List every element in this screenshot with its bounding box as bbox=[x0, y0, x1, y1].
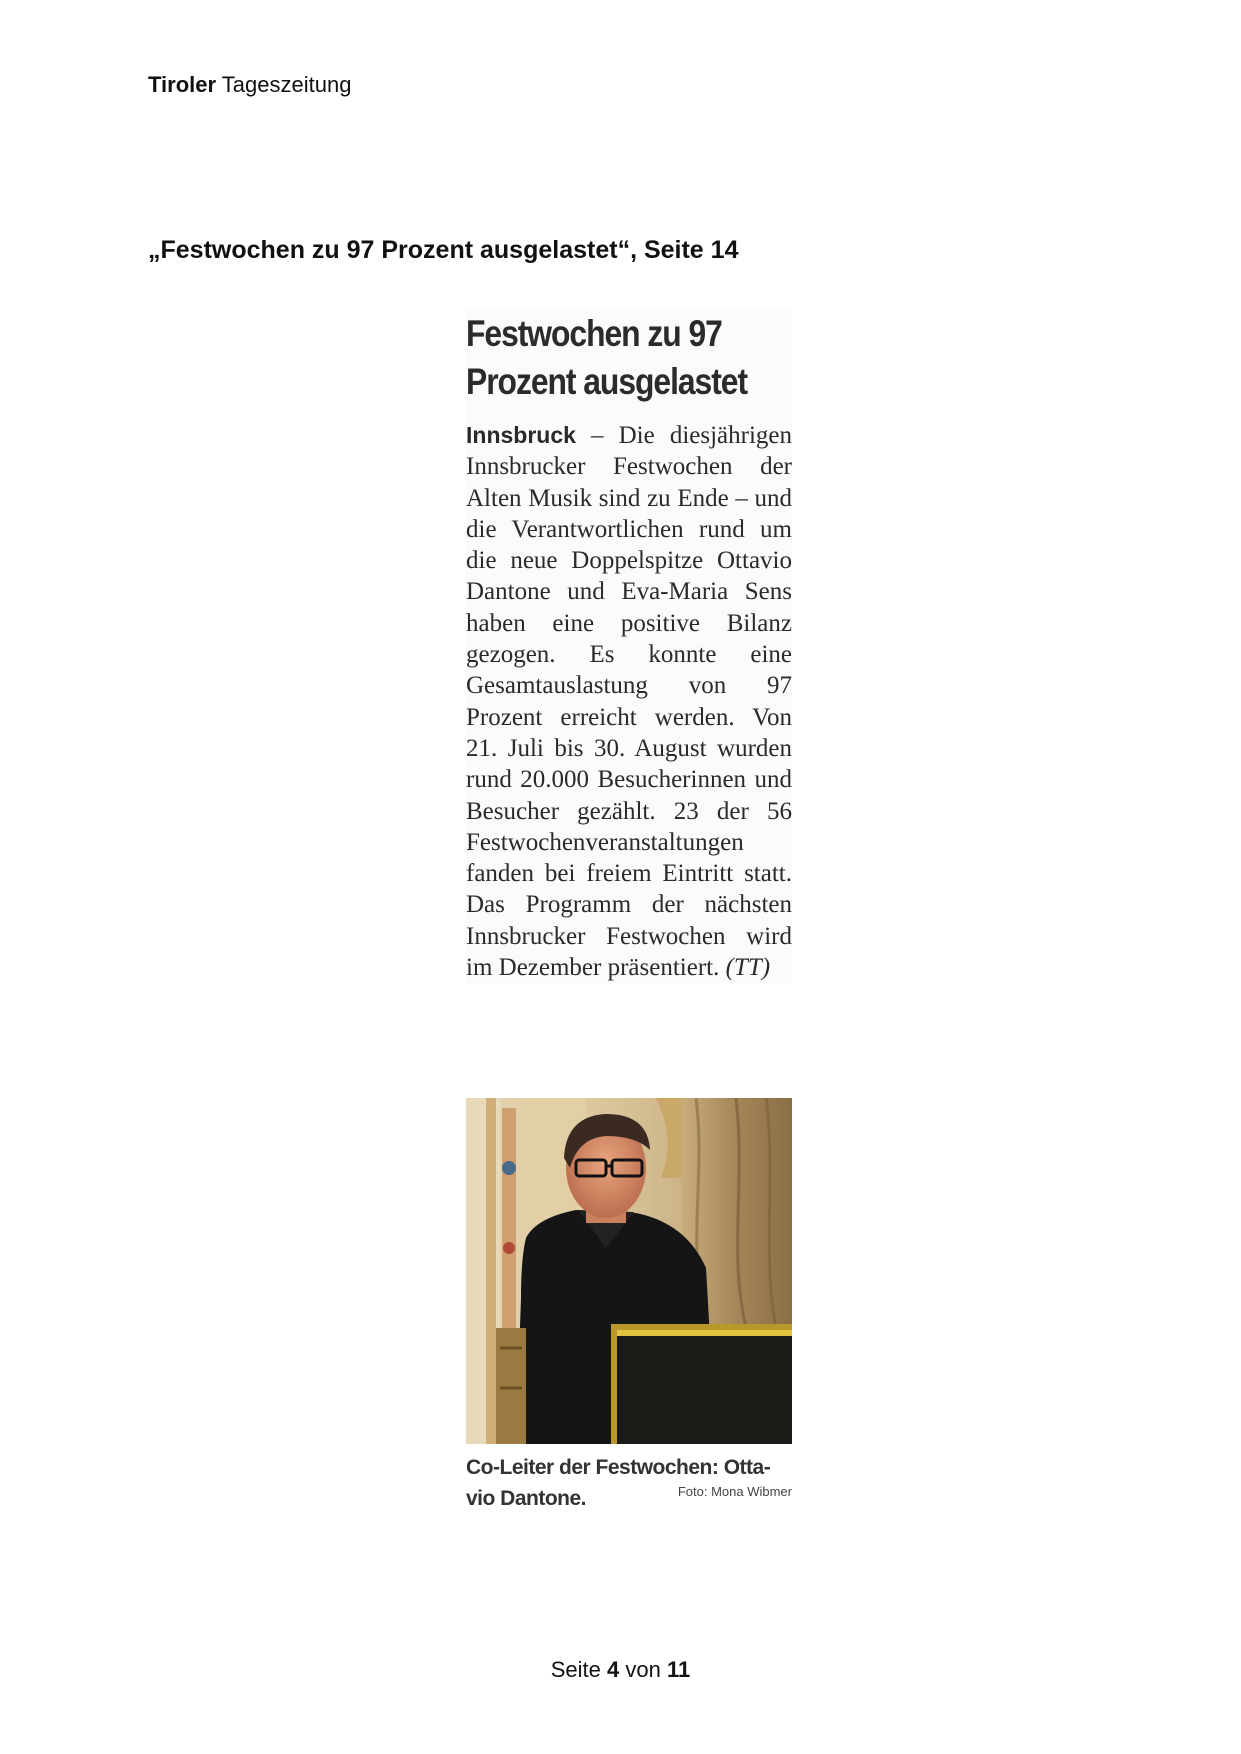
headline-line-2: Prozent ausgelastet bbox=[466, 361, 748, 402]
article-body-text: – Die diesjährigen Innsbrucker Festwochen der Alten Musik sind zu Ende – und die Verantwortlichen rund um die neue Doppelspitze Ottavio Dantone und Eva-Maria Sens haben eine positive Bilanz gezogen. Es konnte eine Gesamtauslastung von 97 Prozent erreicht werden. Von 21. Juli bis 30. August wurden rund 20.000 Besucherinnen und Besucher gezählt. 23 der 56 Festwochenveranstaltungen fanden bei freiem Eintritt statt. Das Programm der nächsten Innsbrucker Festwochen wird im Dezember präsentiert. bbox=[466, 422, 793, 982]
article-reference-title: „Festwochen zu 97 Prozent ausgelastet“, Seite 14 bbox=[148, 236, 739, 264]
photo-caption-text: Co-Leiter der Festwochen: Ottavio Dantone. bbox=[466, 1456, 771, 1510]
current-page: 4 bbox=[607, 1657, 620, 1682]
article-body bbox=[466, 420, 792, 983]
total-pages: 11 bbox=[667, 1657, 691, 1682]
page-of-label: von bbox=[625, 1657, 661, 1682]
publication-name bbox=[148, 72, 351, 98]
photo-caption bbox=[466, 1452, 792, 1514]
photo-credit: Foto: Mona Wibmer bbox=[677, 1484, 792, 1499]
publication-name-bold: Tiroler bbox=[148, 72, 217, 97]
headline-line-1: Festwochen zu 97 bbox=[466, 313, 722, 354]
publication-name-regular: Tageszeitung bbox=[221, 72, 352, 97]
page-number bbox=[0, 1657, 1241, 1683]
article-photo bbox=[466, 1098, 792, 1444]
newspaper-clipping bbox=[466, 310, 792, 983]
page-label: Seite bbox=[550, 1657, 601, 1682]
photo-illustration bbox=[466, 1098, 792, 1444]
article-headline bbox=[466, 310, 793, 406]
article-source: (TT) bbox=[725, 954, 771, 982]
article-dateline: Innsbruck bbox=[466, 422, 576, 448]
